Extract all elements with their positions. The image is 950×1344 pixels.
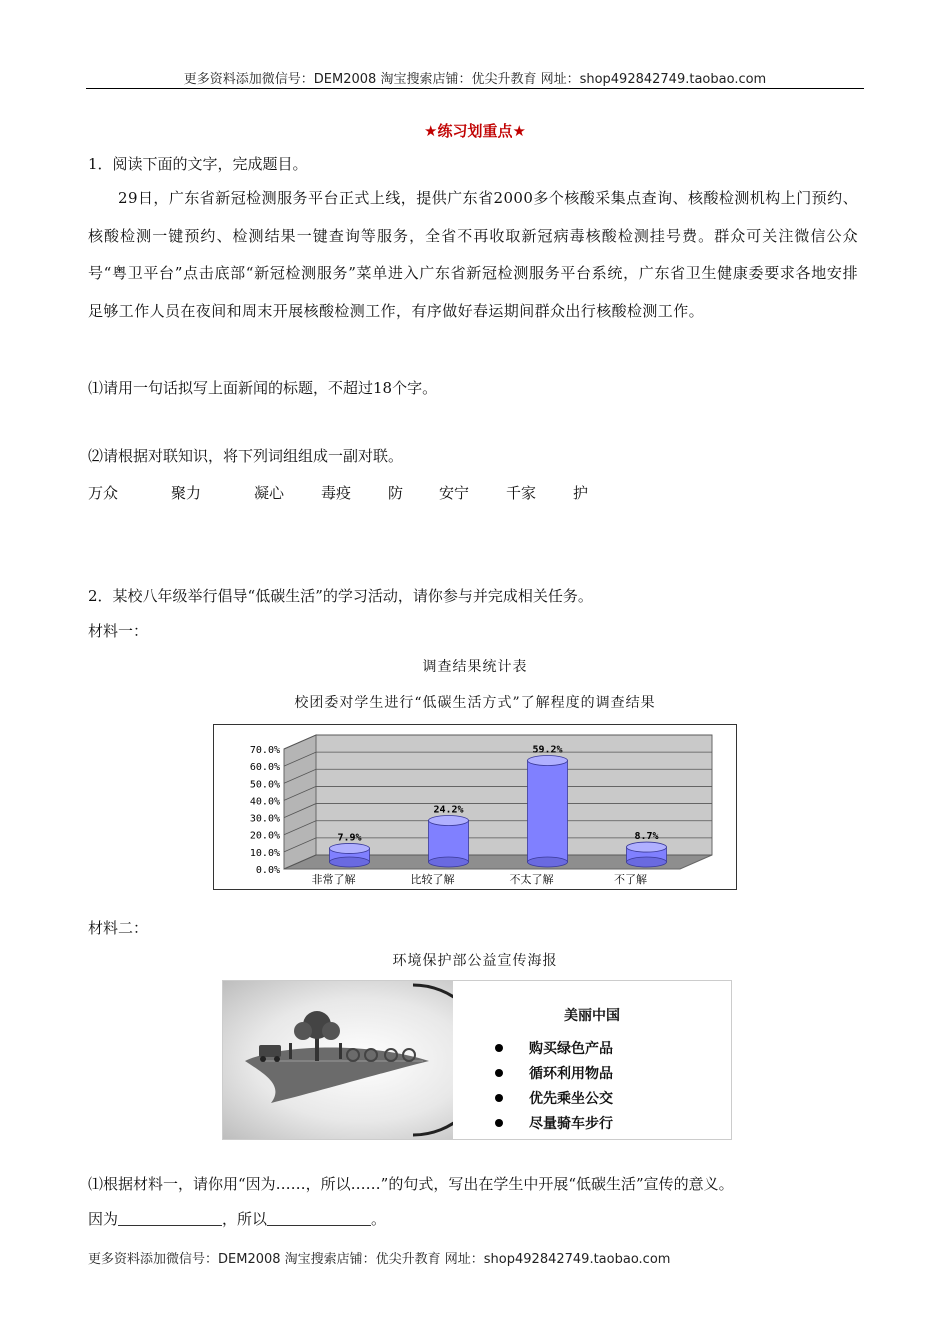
poster bbox=[222, 980, 732, 1140]
end-mark: 。 bbox=[371, 1210, 387, 1228]
bar-base bbox=[429, 857, 469, 867]
bar-base bbox=[330, 857, 370, 867]
poster-list-item: 购买绿色产品 bbox=[495, 1037, 613, 1062]
y-tick-label: 70.0% bbox=[249, 745, 280, 756]
answer-blank-so[interactable] bbox=[267, 1211, 371, 1226]
bar-top bbox=[429, 816, 469, 826]
answer-line bbox=[88, 1209, 386, 1229]
poster-text-panel bbox=[453, 981, 731, 1139]
q1-stem: 1．阅读下面的文字，完成题目。 bbox=[88, 155, 308, 173]
data-label: 8.7% bbox=[634, 831, 659, 843]
couplet-word: 万众 bbox=[88, 484, 119, 502]
bar bbox=[528, 761, 568, 862]
answer-blank-because[interactable] bbox=[118, 1211, 222, 1226]
q2-stem: 2．某校八年级举行倡导“低碳生活”的学习活动，请你参与并完成相关任务。 bbox=[88, 587, 593, 605]
q1-sub2: ⑵请根据对联知识，将下列词组组成一副对联。 bbox=[88, 447, 404, 465]
header-divider bbox=[86, 88, 864, 89]
y-tick-label: 50.0% bbox=[249, 779, 280, 791]
chart-title: 调查结果统计表 bbox=[422, 659, 528, 675]
poster-caption: 环境保护部公益宣传海报 bbox=[392, 953, 558, 969]
bullet-icon bbox=[495, 1044, 503, 1052]
q1-sub1: ⑴请用一句话拟写上面新闻的标题，不超过18个字。 bbox=[88, 379, 438, 397]
data-label: 24.2% bbox=[433, 804, 464, 816]
y-tick-label: 0.0% bbox=[255, 865, 280, 876]
chart-subtitle: 校团委对学生进行“低碳生活方式”了解程度的调查结果 bbox=[294, 695, 656, 711]
q1-passage: 29日，广东省新冠检测服务平台正式上线，提供广东省2000多个核酸采集点查询、核酸检测机构上门预约、核酸检测一键预约、检测结果一键查询等服务，全省不再收取新冠病毒核酸检测挂号费。群众可关注微信公众号“粤卫平台”点击底部“新冠检测服务”菜单进入广东省新冠检测服务平台系统，广东省卫生健康委要求各地安排足够工作人员在夜间和周末开展核酸检测工作，有序做好春运期间群众出行核酸检测工作。 bbox=[88, 189, 858, 320]
x-tick-label: 比较了解 bbox=[410, 873, 455, 886]
couplet-word: 护 bbox=[573, 484, 589, 502]
leaf-illustration bbox=[223, 981, 453, 1139]
poster-list-item: 循环利用物品 bbox=[495, 1062, 613, 1087]
bullet-icon bbox=[495, 1069, 503, 1077]
poster-title: 美丽中国 bbox=[564, 1008, 620, 1024]
material2-label: 材料二： bbox=[88, 919, 149, 937]
q2-sub1: ⑴根据材料一，请你用“因为……，所以……”的句式，写出在学生中开展“低碳生活”宣传的意义。 bbox=[88, 1175, 734, 1193]
page-footer: 更多资料添加微信号：DEM2008 淘宝搜索店铺：优尖升教育 网址：shop492842749.taobao.com bbox=[88, 1252, 671, 1267]
couplet-word: 安宁 bbox=[439, 484, 470, 502]
page-header: 更多资料添加微信号：DEM2008 淘宝搜索店铺：优尖升教育 网址：shop492842749.taobao.com bbox=[183, 72, 767, 87]
couplet-word: 聚力 bbox=[171, 484, 202, 502]
couplet-word: 毒疫 bbox=[321, 484, 352, 502]
y-tick-label: 60.0% bbox=[249, 762, 280, 774]
y-tick-label: 40.0% bbox=[249, 796, 280, 808]
survey-chart bbox=[213, 724, 737, 890]
bullet-icon bbox=[495, 1094, 503, 1102]
bar bbox=[429, 821, 469, 862]
bar-chart-svg bbox=[214, 725, 736, 889]
bar-top bbox=[627, 842, 667, 852]
poster-list bbox=[495, 1037, 613, 1137]
bar-base bbox=[528, 857, 568, 867]
couplet-word: 千家 bbox=[506, 484, 537, 502]
chart-side-wall bbox=[284, 735, 316, 869]
data-label: 7.9% bbox=[337, 832, 362, 844]
bar-top bbox=[528, 756, 568, 766]
poster-list-item: 尽量骑车步行 bbox=[495, 1112, 613, 1137]
x-tick-label: 非常了解 bbox=[311, 873, 356, 886]
y-tick-label: 30.0% bbox=[249, 813, 280, 825]
poster-list-item: 优先乘坐公交 bbox=[495, 1087, 613, 1112]
couplet-word: 防 bbox=[388, 484, 404, 502]
because-label: 因为 bbox=[88, 1210, 119, 1228]
material1-label: 材料一： bbox=[88, 622, 149, 640]
y-tick-label: 20.0% bbox=[249, 830, 280, 842]
couplet-word: 凝心 bbox=[254, 484, 285, 502]
bar-base bbox=[627, 857, 667, 867]
so-label: ，所以 bbox=[222, 1210, 268, 1228]
section-title: ★练习划重点★ bbox=[424, 122, 526, 140]
x-tick-label: 不太了解 bbox=[509, 873, 554, 886]
poster-image bbox=[223, 981, 453, 1139]
y-tick-label: 10.0% bbox=[249, 847, 280, 859]
bar-top bbox=[330, 843, 370, 853]
data-label: 59.2% bbox=[532, 744, 563, 756]
bullet-icon bbox=[495, 1119, 503, 1127]
x-tick-label: 不了解 bbox=[614, 873, 647, 886]
